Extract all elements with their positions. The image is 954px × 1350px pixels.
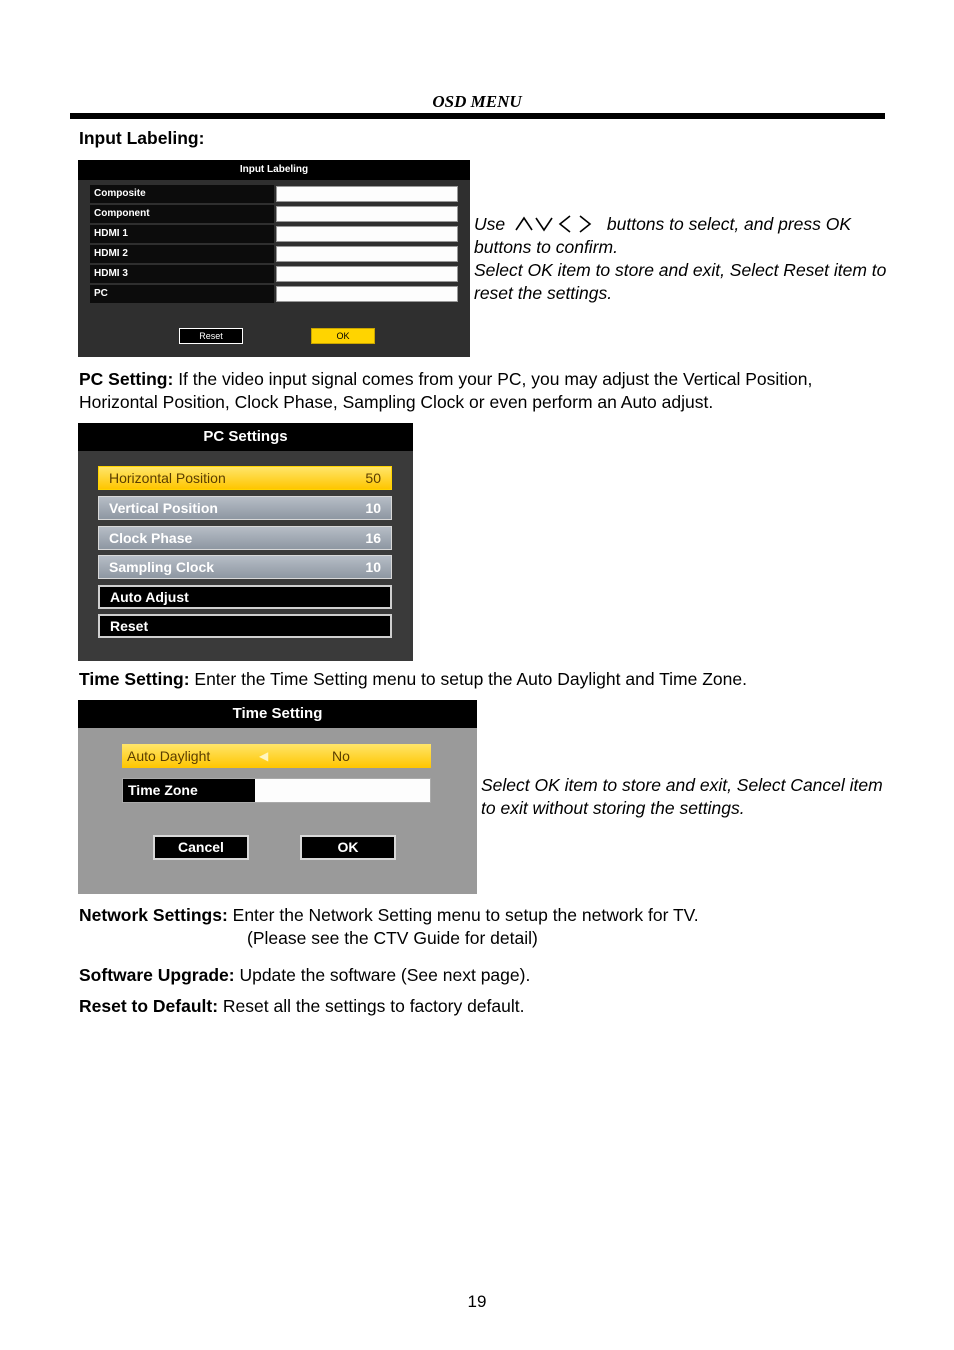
software-upgrade-heading: Software Upgrade: (79, 965, 235, 985)
input-labeling-ok-button[interactable]: OK (311, 328, 375, 344)
header-rule (70, 113, 885, 119)
input-label-name: Composite (90, 185, 274, 203)
time-setting-osd (78, 700, 477, 894)
input-label-name: HDMI 1 (90, 225, 274, 243)
input-label-name: HDMI 2 (90, 245, 274, 263)
input-labeling-osd-title: Input Labeling (78, 160, 470, 180)
input-label-row[interactable] (90, 265, 460, 283)
reset-default-description: Reset all the settings to factory default. (222, 996, 525, 1016)
input-labeling-heading: Input Labeling: (79, 128, 205, 148)
time-setting-paragraph (79, 668, 894, 691)
input-label-row[interactable] (90, 245, 460, 263)
pc-settings-osd (78, 423, 413, 661)
pc-setting-vertical-position[interactable]: Vertical Position 10 (98, 496, 392, 520)
software-upgrade-paragraph (79, 964, 894, 987)
time-zone-row[interactable]: Time Zone (122, 778, 431, 803)
network-settings-note: (Please see the CTV Guide for detail) (247, 928, 538, 948)
input-label-row[interactable] (90, 185, 460, 203)
time-setting-cancel-button[interactable]: Cancel (153, 835, 249, 860)
pc-setting-clock-phase[interactable]: Clock Phase 16 (98, 526, 392, 550)
network-settings-heading: Network Settings: (79, 905, 228, 925)
input-label-name: HDMI 3 (90, 265, 274, 283)
page-header-title: OSD MENU (432, 92, 522, 111)
navigation-arrows-icon (514, 213, 598, 233)
auto-daylight-row[interactable]: Auto Daylight ◀ No (122, 744, 431, 768)
network-settings-description: Enter the Network Setting menu to setup the network for TV. (232, 905, 699, 925)
input-labeling-instructions: Use buttons to select, and press OK buttons to confirm. Select OK item to store and exit, Select Reset item to reset the settings. (474, 214, 887, 303)
input-label-field[interactable] (276, 186, 458, 202)
input-label-field[interactable] (276, 246, 458, 262)
input-label-row[interactable] (90, 285, 460, 303)
input-label-row[interactable] (90, 225, 460, 243)
time-setting-instructions: Select OK item to store and exit, Select Cancel item to exit without storing the settings. (481, 775, 883, 818)
input-label-row[interactable] (90, 205, 460, 223)
time-setting-osd-title: Time Setting (78, 700, 477, 728)
time-setting-ok-button[interactable]: OK (300, 835, 396, 860)
input-label-field[interactable] (276, 286, 458, 302)
input-label-name: Component (90, 205, 274, 223)
input-label-field[interactable] (276, 206, 458, 222)
pc-setting-horizontal-position[interactable]: Horizontal Position 50 (98, 466, 392, 490)
pc-settings-osd-title: PC Settings (78, 423, 413, 451)
left-arrow-icon: ◀ (259, 749, 269, 763)
pc-setting-auto-adjust[interactable]: Auto Adjust (98, 585, 392, 609)
pc-setting-description: If the video input signal comes from your PC, you may adjust the Vertical Position, Horizontal Position, Clock Phase, Sampling Clock or even perform an Auto adjust. (79, 369, 813, 412)
page-number: 19 (467, 1292, 487, 1311)
pc-setting-heading: PC Setting: (79, 369, 174, 389)
pc-setting-sampling-clock[interactable]: Sampling Clock 10 (98, 555, 392, 579)
input-label-field[interactable] (276, 266, 458, 282)
network-settings-paragraph (79, 904, 894, 927)
time-setting-description: Enter the Time Setting menu to setup the Auto Daylight and Time Zone. (194, 669, 747, 689)
reset-default-heading: Reset to Default: (79, 996, 219, 1016)
pc-setting-paragraph (79, 368, 894, 414)
software-upgrade-description: Update the software (See next page). (239, 965, 531, 985)
reset-default-paragraph (79, 995, 894, 1018)
pc-setting-reset[interactable]: Reset (98, 614, 392, 638)
input-label-name: PC (90, 285, 274, 303)
input-labeling-reset-button[interactable]: Reset (179, 328, 243, 344)
input-labeling-osd (78, 160, 470, 357)
input-label-field[interactable] (276, 226, 458, 242)
time-setting-heading: Time Setting: (79, 669, 190, 689)
